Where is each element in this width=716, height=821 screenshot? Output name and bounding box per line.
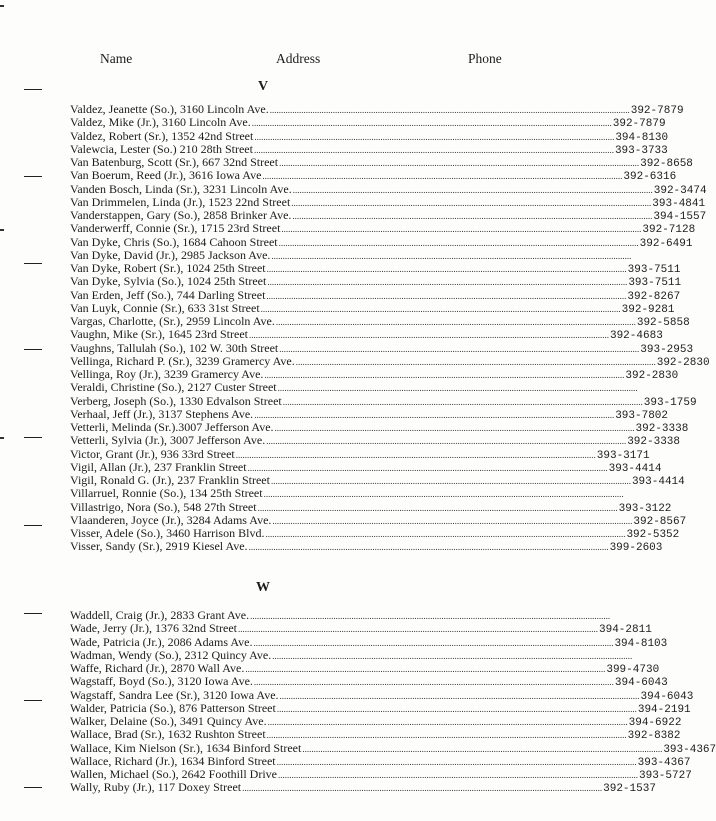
entry-name-address: Waddell, Craig (Jr.), 2833 Grant Ave. [70, 608, 250, 622]
dot-leader: ................................................................................................................................................................ [266, 436, 627, 447]
dot-leader: ................................................................................................................................................................ [253, 637, 614, 648]
entry-phone: 392-5858 [636, 317, 690, 329]
list-item [70, 287, 681, 303]
dot-leader: ................................................................................................................................................................ [267, 277, 628, 288]
list-item [70, 340, 694, 356]
list-item [70, 247, 632, 262]
list-item [70, 740, 716, 756]
entry-phone: 393-2953 [640, 343, 694, 356]
entry-name-address: Van Luyk, Connie (Sr.), 633 31st Street [70, 300, 260, 315]
list-item [70, 353, 710, 369]
entry-phone: 392-5352 [626, 529, 680, 541]
list-item [70, 274, 682, 290]
dot-leader: ................................................................................................................................................................ [279, 690, 640, 701]
dot-leader: ................................................................................................................................................................ [247, 462, 608, 473]
entry-name-address: Verberg, Joseph (So.), 1330 Edvalson Street [70, 393, 282, 408]
entry-name-address: Vellinga, Richard P. (Sr.), 3239 Gramercy Ave. [70, 353, 295, 368]
entry-phone: 393-7511 [628, 277, 682, 290]
dot-leader: ................................................................................................................................................................ [279, 158, 640, 168]
entry-phone: 393-3733 [614, 144, 668, 157]
dot-leader: ................................................................................................................................................................ [302, 743, 663, 754]
margin-dash [24, 700, 42, 701]
list-item [70, 473, 685, 488]
dot-leader: ................................................................................................................................................................ [277, 383, 638, 394]
margin-dash [24, 787, 42, 788]
dot-leader: ................................................................................................................................................................ [271, 250, 632, 261]
dot-leader: ................................................................................................................................................................ [260, 303, 621, 314]
list-item [70, 367, 679, 382]
list-item [70, 393, 697, 409]
entry-phone: 392-6491 [639, 237, 693, 250]
entry-name-address: Visser, Adele (So.), 3460 Harrison Blvd. [70, 526, 265, 540]
entry-name-address: Van Erden, Jeff (So.), 744 Darling Street [70, 287, 266, 302]
list-item [70, 499, 672, 515]
list-item [70, 687, 694, 703]
entry-name-address: Vlaanderen, Joyce (Jr.), 3284 Adams Ave. [70, 512, 272, 527]
entry-phone: 392-3338 [627, 436, 680, 449]
margin-dash [24, 349, 42, 350]
section-letter-v: V [257, 79, 269, 94]
margin-dash [24, 613, 42, 614]
list-item [70, 459, 662, 475]
list-item [70, 767, 692, 782]
list-item [70, 261, 681, 276]
entry-phone: 399-4730 [606, 664, 660, 676]
entry-phone: 392-8382 [627, 730, 681, 743]
margin-tick [0, 437, 4, 439]
dot-leader: ................................................................................................................................................................ [292, 211, 653, 221]
entry-name-address: Vigil, Allan (Jr.), 237 Franklin Street [70, 459, 247, 474]
list-item [70, 168, 677, 184]
list-item [70, 647, 633, 662]
dot-leader: ................................................................................................................................................................ [251, 118, 612, 129]
list-item [70, 300, 675, 316]
entry-name-address: Vellinga, Roy (Jr.), 3239 Gramercy Ave. [70, 367, 264, 381]
dot-leader: ................................................................................................................................................................ [265, 529, 626, 539]
entry-phone: 394-8130 [615, 131, 669, 144]
list-item [70, 608, 611, 622]
list-item [70, 208, 707, 223]
entry-phone: 392-4683 [609, 330, 663, 343]
entry-phone: 392-1537 [603, 783, 656, 796]
entry-phone: 392-3338 [635, 423, 689, 435]
dot-leader: ................................................................................................................................................................ [267, 717, 628, 727]
dot-leader: ................................................................................................................................................................ [269, 105, 630, 115]
entry-name-address: Villastrigo, Nora (So.), 548 27th Street [70, 499, 257, 514]
list-item [70, 700, 691, 716]
list-item [70, 433, 680, 449]
entry-name-address: Vetterli, Melinda (Sr.).3007 Jefferson Ave. [70, 420, 274, 434]
entry-name-address: Verhaal, Jeff (Jr.), 3137 Stephens Ave. [70, 406, 254, 421]
entry-phone: 394-6043 [614, 677, 668, 690]
directory-list-w [70, 608, 716, 796]
dot-leader: ................................................................................................................................................................ [270, 476, 631, 486]
entry-phone: 393-1759 [643, 396, 697, 409]
entry-phone: 393-3122 [618, 502, 672, 515]
entry-name-address: Vargas, Charlotte, (Sr.), 2959 Lincoln Ave. [70, 314, 275, 328]
entry-phone: 394-6043 [640, 690, 694, 703]
entry-phone: 393-4414 [608, 462, 662, 475]
dot-leader: ................................................................................................................................................................ [272, 650, 633, 661]
list-item [70, 714, 682, 729]
entry-phone: 393-4841 [652, 197, 706, 210]
list-item [70, 234, 693, 250]
entry-name-address: Vaughn, Mike (Sr.), 1645 23rd Street [70, 327, 248, 342]
margin-dash [24, 89, 42, 90]
directory-list-v [70, 102, 710, 555]
dot-leader: ................................................................................................................................................................ [245, 664, 606, 674]
column-header-phone: Phone [468, 51, 502, 66]
dot-leader: ................................................................................................................................................................ [253, 677, 614, 688]
entry-name-address: Wagstaff, Boyd (So.), 3120 Iowa Ave. [70, 674, 253, 689]
dot-leader: ................................................................................................................................................................ [279, 343, 640, 354]
entry-phone: 392-6316 [623, 171, 677, 184]
entry-name-address: Walder, Patricia (So.), 876 Patterson Street [70, 700, 276, 715]
dot-leader: ................................................................................................................................................................ [238, 624, 598, 635]
dot-leader: ................................................................................................................................................................ [248, 542, 609, 553]
entry-phone: 394-2191 [637, 703, 691, 716]
list-item [70, 194, 706, 210]
dot-leader: ................................................................................................................................................................ [266, 730, 627, 741]
margin-dash [24, 176, 42, 177]
list-item [70, 314, 690, 329]
entry-phone: 394-1557 [653, 211, 707, 223]
dot-leader: ................................................................................................................................................................ [253, 144, 614, 155]
column-header-name: Name [100, 51, 133, 66]
list-item [70, 115, 666, 131]
dot-leader: ................................................................................................................................................................ [275, 317, 636, 327]
dot-leader: ................................................................................................................................................................ [254, 131, 615, 142]
entry-name-address: Visser, Sandy (Sr.), 2919 Kiesel Ave. [70, 539, 248, 554]
entry-phone: 392-8567 [633, 515, 687, 528]
margin-tick [0, 5, 4, 7]
dot-leader: ................................................................................................................................................................ [291, 197, 652, 208]
entry-phone: 394-6922 [628, 717, 682, 729]
entry-name-address: Waffe, Richard (Jr.), 2870 Wall Ave. [70, 661, 245, 675]
entry-name-address: Vanden Bosch, Linda (Sr.), 3231 Lincoln Ave. [70, 181, 292, 196]
dot-leader: ................................................................................................................................................................ [295, 356, 656, 367]
entry-name-address: Van Dyke, Sylvia (So.), 1024 25th Street [70, 274, 267, 289]
margin-dash [24, 263, 42, 264]
entry-phone: 392-7879 [612, 118, 666, 131]
list-item [70, 486, 624, 501]
entry-name-address: Van Dyke, Chris (So.), 1684 Cahoon Street [70, 234, 278, 249]
entry-name-address: Van Dyke, Robert (Sr.), 1024 25th Street [70, 261, 266, 275]
list-item [70, 512, 687, 528]
entry-name-address: Victor, Grant (Jr.), 936 33rd Street [70, 446, 235, 461]
dot-leader: ................................................................................................................................................................ [266, 264, 627, 274]
entry-name-address: Van Dyke, David (Jr.), 2985 Jackson Ave. [70, 247, 271, 262]
list-item [70, 661, 660, 676]
entry-name-address: Walker, Delaine (So.), 3491 Quincy Ave. [70, 714, 267, 728]
entry-name-address: Vanderwerff, Connie (Sr.), 1715 23rd Street [70, 221, 281, 236]
entry-name-address: Vetterli, Sylvia (Jr.), 3007 Jefferson Ave. [70, 433, 266, 448]
dot-leader: ................................................................................................................................................................ [254, 409, 615, 420]
entry-phone: 393-3171 [596, 449, 650, 462]
entry-name-address: Wagstaff, Sandra Lee (Sr.), 3120 Iowa Ave. [70, 687, 279, 702]
list-item [70, 406, 668, 422]
entry-phone: 393-4367 [663, 743, 716, 756]
entry-name-address: Vigil, Ronald G. (Jr.), 237 Franklin Street [70, 473, 270, 487]
entry-name-address: Wallace, Richard (Jr.), 1634 Binford Street [70, 753, 276, 768]
entry-phone: 392-2830 [625, 370, 679, 382]
list-item [70, 621, 652, 637]
entry-name-address: Vanderstappen, Gary (So.), 2858 Brinker Ave. [70, 208, 292, 222]
list-item [70, 221, 696, 237]
entry-phone: 393-7511 [627, 264, 681, 276]
entry-name-address: Van Drimmelen, Linda (Jr.), 1523 22nd Street [70, 194, 291, 209]
list-item [70, 128, 669, 144]
list-item [70, 420, 689, 435]
entry-name-address: Vaughns, Tallulah (So.), 102 W. 30th Street [70, 340, 279, 355]
dot-leader: ................................................................................................................................................................ [274, 423, 635, 433]
entry-name-address: Valewcia, Lester (So.) 210 28th Street [70, 141, 253, 156]
list-item [70, 327, 663, 343]
dot-leader: ................................................................................................................................................................ [235, 449, 596, 460]
list-item [70, 526, 680, 541]
entry-name-address: Wallace, Kim Nielson (Sr.), 1634 Binford Street [70, 740, 302, 755]
list-item [70, 155, 693, 170]
dot-leader: ................................................................................................................................................................ [257, 502, 618, 513]
entry-name-address: Valdez, Mike (Jr.), 3160 Lincoln Ave. [70, 115, 251, 130]
margin-dash [24, 525, 42, 526]
dot-leader: ................................................................................................................................................................ [262, 171, 623, 182]
entry-name-address: Wallen, Michael (So.), 2642 Foothill Drive [70, 767, 277, 781]
dot-leader: ................................................................................................................................................................ [292, 184, 653, 195]
entry-phone: 392-2830 [656, 356, 710, 369]
list-item [70, 446, 650, 462]
entry-phone: 393-5727 [639, 770, 692, 782]
list-item [70, 380, 638, 395]
entry-phone: 393-7802 [615, 409, 668, 422]
dot-leader: ................................................................................................................................................................ [272, 515, 633, 526]
dot-leader: ................................................................................................................................................................ [276, 703, 637, 714]
entry-name-address: Wadman, Wendy (So.), 2312 Quincy Ave. [70, 647, 272, 662]
list-item [70, 753, 691, 769]
dot-leader: ................................................................................................................................................................ [266, 290, 627, 301]
entry-name-address: Wade, Jerry (Jr.), 1376 32nd Street [70, 621, 237, 636]
dot-leader: ................................................................................................................................................................ [276, 756, 637, 767]
margin-dash [24, 437, 42, 438]
list-item [70, 181, 707, 197]
entry-name-address: Valdez, Robert (Sr.), 1352 42nd Street [70, 128, 254, 143]
entry-phone: 392-3474 [653, 184, 707, 197]
dot-leader: ................................................................................................................................................................ [278, 770, 638, 780]
list-item [70, 674, 668, 690]
margin-tick [0, 229, 4, 231]
entry-name-address: Van Batenburg, Scott (Sr.), 667 32nd Street [70, 155, 279, 169]
dot-leader: ................................................................................................................................................................ [281, 224, 642, 235]
entry-phone: 394-2811 [599, 624, 652, 637]
dot-leader: ................................................................................................................................................................ [242, 783, 603, 794]
list-item [70, 634, 668, 650]
entry-phone: 399-2603 [609, 542, 663, 555]
list-item [70, 141, 668, 157]
list-item [70, 539, 663, 555]
entry-phone: 392-8658 [640, 158, 693, 170]
entry-phone: 393-4367 [637, 756, 691, 769]
entry-phone: 394-8103 [614, 637, 668, 650]
entry-name-address: Valdez, Jeanette (So.), 3160 Lincoln Ave. [70, 102, 269, 116]
entry-name-address: Wade, Patricia (Jr.), 2086 Adams Ave. [70, 634, 253, 649]
entry-phone: 392-7128 [642, 224, 696, 237]
dot-leader: ................................................................................................................................................................ [282, 396, 643, 407]
entry-phone: 392-7879 [630, 105, 684, 117]
entry-name-address: Wally, Ruby (Jr.), 117 Doxey Street [70, 780, 242, 795]
entry-phone: 392-9281 [621, 303, 675, 316]
dot-leader: ................................................................................................................................................................ [250, 611, 611, 621]
entry-name-address: Wallace, Brad (Sr.), 1632 Rushton Street [70, 727, 266, 742]
entry-name-address: Van Boerum, Reed (Jr.), 3616 Iowa Ave [70, 168, 262, 183]
column-header-address: Address [276, 51, 321, 66]
list-item [70, 102, 684, 117]
entry-phone: 392-8267 [627, 290, 681, 303]
entry-phone: 393-4414 [631, 476, 685, 488]
section-letter-w: W [256, 580, 270, 595]
dot-leader: ................................................................................................................................................................ [278, 237, 639, 248]
entry-name-address: Veraldi, Christine (So.), 2127 Custer Street [70, 380, 277, 395]
list-item [70, 780, 656, 796]
dot-leader: ................................................................................................................................................................ [248, 330, 609, 341]
dot-leader: ................................................................................................................................................................ [264, 370, 625, 380]
entry-name-address: Villarruel, Ronnie (So.), 134 25th Street [70, 486, 263, 501]
dot-leader: ................................................................................................................................................................ [263, 489, 624, 500]
list-item [70, 727, 681, 743]
